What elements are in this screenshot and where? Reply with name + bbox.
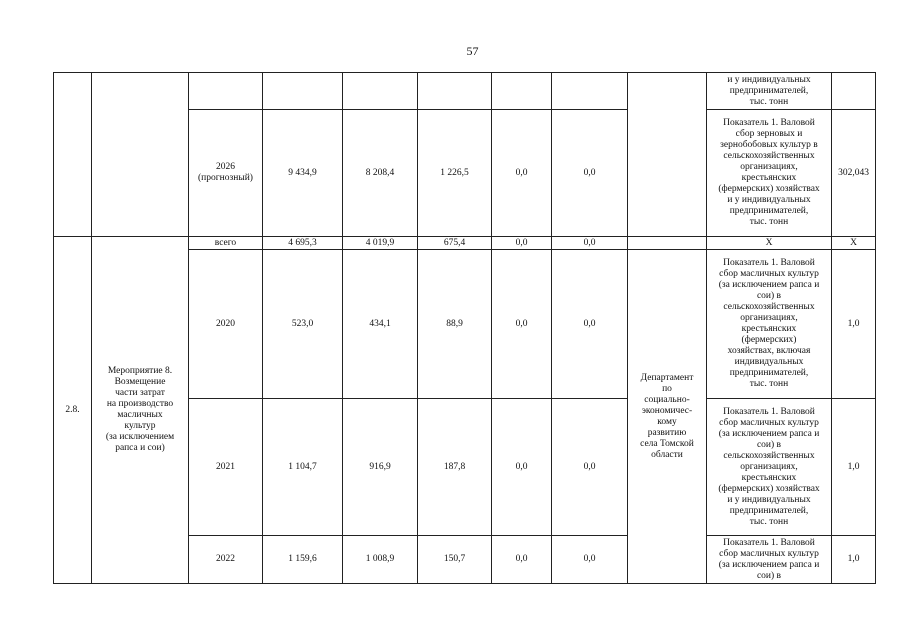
indicator-line: предпринимателей,	[729, 505, 809, 516]
value-cell: 88,9	[418, 250, 492, 399]
value-cell: 0,0	[552, 399, 628, 536]
executor-line: экономичес-	[641, 405, 693, 416]
indicator-cell: Х	[707, 237, 832, 250]
item-name-line: масличных	[117, 410, 163, 420]
cell-value-empty	[418, 73, 492, 110]
value-cell: 0,0	[552, 110, 628, 237]
item-name-line: на производство	[106, 399, 174, 409]
year-cell: 2022	[189, 536, 263, 584]
value-cell: 0,0	[492, 237, 552, 250]
item-name-line: Возмещение	[114, 377, 166, 387]
value-cell: 0,0	[492, 399, 552, 536]
value-cell: 187,8	[418, 399, 492, 536]
item-number-cell: 2.8.	[54, 237, 92, 584]
indicator-line: сбор зерновых и	[735, 129, 803, 139]
indicator-line: Показатель 1. Валовой	[723, 258, 815, 268]
indicator-cell	[707, 536, 832, 584]
year-cell: 2020	[189, 250, 263, 399]
indicator-line: тыс. тонн	[749, 516, 789, 527]
indicator-line: предпринимателей,	[729, 368, 809, 378]
indicator-line: сбор масличных культур	[719, 269, 819, 279]
executor-cell	[628, 250, 707, 584]
year-value: 2026	[216, 162, 235, 172]
value-cell: 1 008,9	[343, 536, 418, 584]
indicator-cell	[707, 73, 832, 110]
item-name-line: культур	[124, 421, 156, 431]
indicator-line: организациях,	[740, 461, 798, 472]
value-cell: 0,0	[552, 237, 628, 250]
value-cell: 675,4	[418, 237, 492, 250]
executor-line: развитию	[647, 427, 687, 438]
value-cell: 150,7	[418, 536, 492, 584]
target-cell: 1,0	[832, 250, 876, 399]
year-cell: 2021	[189, 399, 263, 536]
year-cell	[189, 110, 263, 237]
value-cell: 1 226,5	[418, 110, 492, 237]
indicator-line: предпринимателей,	[729, 85, 809, 96]
indicator-line: и у индивидуальных	[727, 494, 811, 505]
cell-value-empty	[343, 73, 418, 110]
indicator-line: (фермерских) хозяйствах	[718, 184, 820, 194]
indicator-line: тыс. тонн	[749, 217, 789, 227]
value-cell: 0,0	[552, 250, 628, 399]
indicator-line: сои) в	[756, 570, 782, 581]
value-cell: 916,9	[343, 399, 418, 536]
item-name-line: Мероприятие 8.	[107, 366, 173, 376]
value-cell: 434,1	[343, 250, 418, 399]
indicator-line: зернобобовых культур в	[720, 140, 818, 150]
table-row	[54, 73, 876, 110]
year-cell: всего	[189, 237, 263, 250]
indicator-line: предпринимателей,	[729, 206, 809, 216]
cell-executor-empty	[628, 237, 707, 250]
target-cell: 302,043	[832, 110, 876, 237]
value-cell: 9 434,9	[263, 110, 343, 237]
indicator-line: крестьянских	[741, 472, 797, 483]
value-cell: 4 019,9	[343, 237, 418, 250]
indicator-line: крестьянских	[741, 324, 797, 334]
indicator-line: тыс. тонн	[749, 379, 789, 389]
year-note: (прогнозный)	[198, 173, 253, 183]
indicator-line: сбор масличных культур	[719, 417, 819, 428]
indicator-line: хозяйствах, включая	[727, 346, 811, 356]
indicator-line: и у индивидуальных	[727, 195, 811, 205]
indicator-line: сельскохозяйственных	[723, 151, 815, 161]
executor-line: кому	[657, 416, 677, 427]
cell-value-empty	[263, 73, 343, 110]
value-cell: 1 104,7	[263, 399, 343, 536]
cell-value-empty	[552, 73, 628, 110]
value-cell: 1 159,6	[263, 536, 343, 584]
executor-line: социально-	[644, 394, 690, 405]
program-table	[53, 72, 876, 584]
cell-year-empty	[189, 73, 263, 110]
indicator-cell	[707, 250, 832, 399]
indicator-line: сои) в	[756, 439, 782, 450]
item-name-cell	[92, 237, 189, 584]
indicator-line: сельскохозяйственных	[723, 450, 815, 461]
item-name-line: (за исключением	[105, 432, 175, 442]
indicator-line: сбор масличных культур	[719, 548, 819, 559]
indicator-line: организациях,	[740, 313, 798, 323]
page-number: 57	[466, 44, 479, 58]
indicator-line: (за исключением рапса и	[718, 428, 820, 439]
value-cell: 8 208,4	[343, 110, 418, 237]
target-cell: Х	[832, 237, 876, 250]
indicator-line: Показатель 1. Валовой	[723, 118, 815, 128]
value-cell: 0,0	[552, 536, 628, 584]
value-cell: 0,0	[492, 110, 552, 237]
indicator-line: (за исключением рапса и	[718, 559, 820, 570]
executor-line: Департамент	[640, 372, 694, 383]
value-cell: 0,0	[492, 536, 552, 584]
executor-line: области	[651, 449, 683, 460]
item-name-line: рапса и сои)	[115, 443, 165, 453]
indicator-line: (фермерских) хозяйствах	[718, 483, 820, 494]
cell-value-empty	[492, 73, 552, 110]
target-cell: 1,0	[832, 399, 876, 536]
cell-number-empty	[54, 73, 92, 237]
indicator-line: тыс. тонн	[749, 96, 789, 107]
indicator-line: Показатель 1. Валовой	[723, 406, 815, 417]
target-cell: 1,0	[832, 536, 876, 584]
indicator-line: (за исключением рапса и	[718, 280, 820, 290]
value-cell: 0,0	[492, 250, 552, 399]
cell-target-empty	[832, 73, 876, 110]
table-row	[54, 237, 876, 250]
indicator-line: организациях,	[740, 162, 798, 172]
cell-executor-empty	[628, 73, 707, 237]
executor-line: села Томской	[640, 438, 694, 449]
indicator-line: (фермерских)	[741, 335, 797, 345]
value-cell: 4 695,3	[263, 237, 343, 250]
value-cell: 523,0	[263, 250, 343, 399]
item-name-line: части затрат	[115, 388, 165, 398]
executor-line: по	[662, 383, 672, 394]
indicator-line: Показатель 1. Валовой	[723, 537, 815, 548]
indicator-line: сои) в	[756, 291, 782, 301]
indicator-cell	[707, 110, 832, 237]
indicator-line: и у индивидуальных	[727, 74, 811, 85]
indicator-line: индивидуальных	[734, 357, 804, 367]
indicator-line: крестьянских	[741, 173, 797, 183]
cell-name-empty	[92, 73, 189, 237]
indicator-cell	[707, 399, 832, 536]
indicator-line: сельскохозяйственных	[723, 302, 815, 312]
